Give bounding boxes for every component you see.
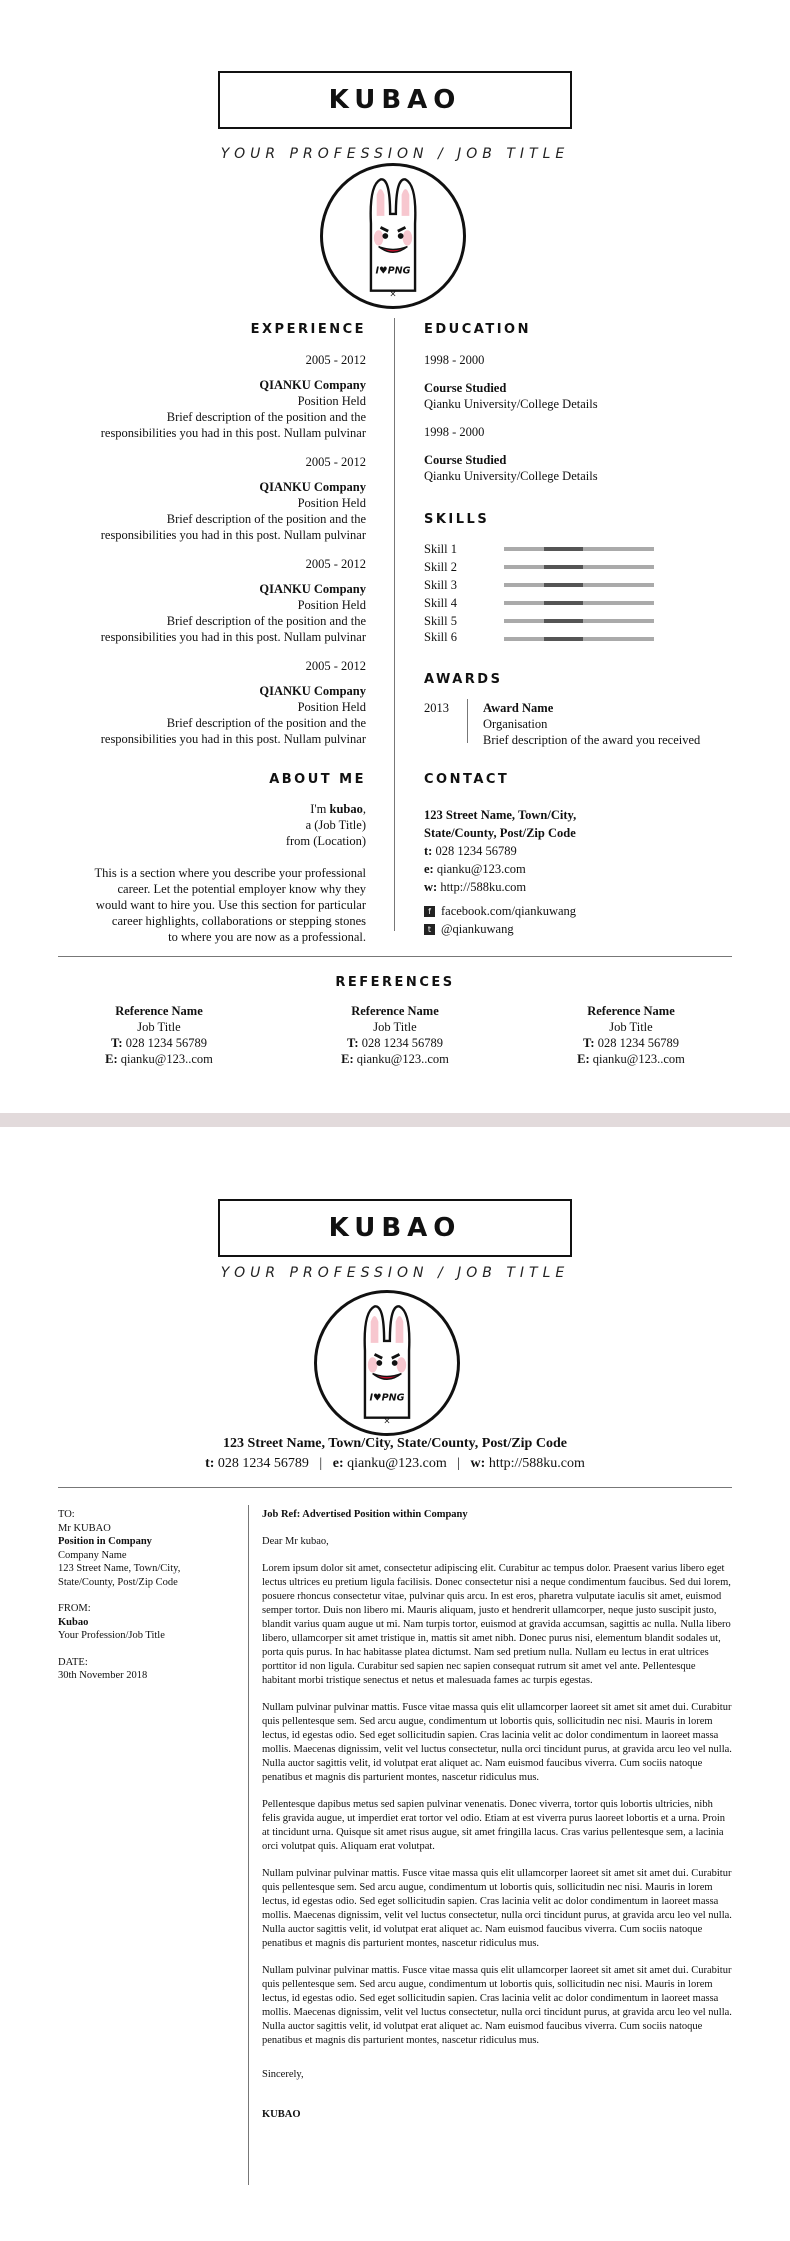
experience-desc: responsibilities you had in this post. Nullam pulvinar bbox=[100, 426, 366, 440]
education-years: 1998 - 2000 bbox=[424, 425, 485, 439]
experience-years: 2005 - 2012 bbox=[305, 455, 366, 469]
avatar-caption: I♥PNG bbox=[375, 265, 411, 277]
experience-position: Position Held bbox=[297, 394, 366, 408]
experience-desc: responsibilities you had in this post. Nullam pulvinar bbox=[100, 630, 366, 644]
letter-job-title: YOUR PROFESSION / JOB TITLE bbox=[220, 1265, 570, 1281]
skill-row bbox=[424, 630, 654, 644]
reference-phone: 028 1234 56789 bbox=[597, 1036, 679, 1050]
about-line: to where you are now as a professional. bbox=[168, 930, 366, 944]
letter-paragraph: Pellentesque dapibus metus sed sapien pulvinar venenatis. Donec viverra, tortor quis lobortis ultricies, nibh felis gravida augue, ut imperdiet erat tortor vel odio. Etiam at est viverra purus laoreet lobortis et a urna. Proin at tincidunt urna. Quisque sit amet risus augue, sit amet fringilla lacus. Cras varius pellentesque sem, a lacinia orci volutpat quis. Aliquam erat volutpat. bbox=[262, 1799, 726, 1852]
salutation: Dear Mr kubao, bbox=[262, 1536, 329, 1547]
contact-address: State/County, Post/Zip Code bbox=[424, 826, 576, 840]
reference-title: Job Title bbox=[373, 1020, 417, 1034]
experience-company: QIANKU Company bbox=[259, 378, 366, 392]
letter-web-label: w: bbox=[470, 1456, 486, 1471]
education-course: Course Studied bbox=[424, 453, 507, 467]
to-address: 123 Street Name, Town/City, bbox=[58, 1563, 181, 1574]
reference-email[interactable]: qianku@123..com bbox=[356, 1052, 449, 1066]
bunny-avatar-icon bbox=[323, 166, 463, 306]
svg-text:×: × bbox=[389, 289, 397, 300]
contact-phone: 028 1234 56789 bbox=[435, 844, 517, 858]
letter-email-label: e: bbox=[332, 1456, 344, 1471]
experience-desc: Brief description of the position and the bbox=[166, 410, 366, 424]
references-divider bbox=[58, 956, 732, 957]
letter-name-box bbox=[218, 1199, 572, 1257]
education-details: Qianku University/College Details bbox=[424, 469, 598, 483]
experience-years: 2005 - 2012 bbox=[305, 557, 366, 571]
experience-position: Position Held bbox=[297, 496, 366, 510]
letter-body bbox=[262, 1508, 732, 2135]
about-from-line: from (Location) bbox=[285, 834, 366, 848]
reference-phone-label: T: bbox=[111, 1036, 123, 1050]
skill-row bbox=[424, 594, 654, 612]
contact-block bbox=[424, 806, 754, 938]
resume-page bbox=[0, 0, 790, 1113]
award-details bbox=[483, 700, 763, 748]
experience-item bbox=[40, 658, 366, 747]
resume-job-title: YOUR PROFESSION / JOB TITLE bbox=[220, 146, 570, 162]
skill-row bbox=[424, 576, 654, 594]
contact-address: 123 Street Name, Town/City, bbox=[424, 808, 577, 822]
contact-email[interactable]: qianku@123.com bbox=[436, 862, 526, 876]
skill-bar bbox=[504, 583, 654, 587]
from-label: FROM: bbox=[58, 1603, 91, 1614]
to-name: Mr KUBAO bbox=[58, 1522, 111, 1534]
skill-bar bbox=[504, 565, 654, 569]
resume-name-box bbox=[218, 71, 572, 129]
awards-heading: AWARDS bbox=[424, 672, 503, 687]
about-intro: I'm kubao, a (Job Title) from (Location) bbox=[40, 801, 366, 849]
skill-label: Skill 5 bbox=[424, 613, 457, 628]
award-desc: Brief description of the award you received bbox=[483, 733, 701, 747]
separator: | bbox=[457, 1456, 461, 1471]
award-org: Organisation bbox=[483, 717, 548, 731]
reference-item bbox=[285, 1003, 505, 1067]
skill-label: Skill 3 bbox=[424, 577, 457, 592]
reference-phone: 028 1234 56789 bbox=[361, 1036, 443, 1050]
letter-paragraph: Nullam pulvinar pulvinar mattis. Fusce vitae massa quis elit ullamcorper laoreet sit amet sit amet dui. Curabitur quis pellentesque sem. Sed arcu augue, condimentum ut lobortis quis, sollicitudin nec nisi. Mauris in lorem lectus, id egestas odio. Sed eget sollicitudin sapien. Cras lacinia velit ac dolor condimentum in laoreet massa mollis. Maecenas dignissim, velit vel luctus consectetur, nulla orci tincidunt purus, at gravida arcu leo vel nulla. Nulla auctor sagittis velit, id volutpat erat aliquet ac. Nam euismod faucibus viverra. Cum sociis natoque penatibus et magnis dis parturient montes, nascetur ridiculus mus. bbox=[262, 1868, 732, 1949]
twitter-link[interactable]: @qiankuwang bbox=[441, 922, 514, 936]
letter-web[interactable]: http://588ku.com bbox=[488, 1456, 585, 1471]
job-reference: Job Ref: Advertised Position within Company bbox=[262, 1509, 468, 1520]
references-heading: REFERENCES bbox=[335, 975, 455, 990]
contact-web[interactable]: http://588ku.com bbox=[440, 880, 527, 894]
reference-title: Job Title bbox=[137, 1020, 181, 1034]
skill-label: Skill 1 bbox=[424, 541, 457, 556]
letter-phone-label: t: bbox=[205, 1456, 215, 1471]
reference-name: Reference Name bbox=[587, 1004, 675, 1018]
contact-web-label: w: bbox=[424, 880, 438, 894]
contact-heading: CONTACT bbox=[424, 772, 510, 787]
skill-bar-fill bbox=[544, 619, 583, 623]
skill-bar-fill bbox=[544, 547, 583, 551]
reference-phone-label: T: bbox=[347, 1036, 359, 1050]
letter-name: KUBAO bbox=[328, 1213, 462, 1243]
from-name: Kubao bbox=[58, 1616, 89, 1628]
skill-bar bbox=[504, 547, 654, 551]
reference-email-label: E: bbox=[341, 1052, 354, 1066]
reference-name: Reference Name bbox=[115, 1004, 203, 1018]
to-label: TO: bbox=[58, 1509, 75, 1520]
reference-phone: 028 1234 56789 bbox=[125, 1036, 207, 1050]
resume-avatar bbox=[320, 163, 466, 309]
education-course: Course Studied bbox=[424, 381, 507, 395]
reference-item bbox=[521, 1003, 741, 1067]
experience-position: Position Held bbox=[297, 598, 366, 612]
letter-paragraph: Nullam pulvinar pulvinar mattis. Fusce vitae massa quis elit ullamcorper laoreet sit amet sit amet dui. Curabitur quis pellentesque sem. Sed arcu augue, condimentum ut lobortis quis, sollicitudin nec nisi. Mauris in lorem lectus, id egestas odio. Sed eget sollicitudin sapien. Cras lacinia velit ac dolor condimentum in laoreet massa mollis. Maecenas dignissim, velit vel luctus consectetur, nulla orci tincidunt purus, at gravida arcu leo vel nulla. Nulla auctor sagittis velit, id volutpat erat aliquet ac. Nam euismod faucibus viverra. Cum sociis natoque penatibus et magnis dis parturient montes, nascetur ridiculus mus. bbox=[262, 1702, 732, 1783]
letter-contact-line bbox=[0, 1456, 790, 1472]
skill-bar-fill bbox=[544, 637, 583, 641]
resume-name: KUBAO bbox=[328, 85, 462, 115]
reference-email[interactable]: qianku@123..com bbox=[120, 1052, 213, 1066]
letter-column-divider bbox=[248, 1505, 249, 2185]
reference-email[interactable]: qianku@123..com bbox=[592, 1052, 685, 1066]
contact-twitter[interactable] bbox=[424, 920, 754, 938]
experience-company: QIANKU Company bbox=[259, 480, 366, 494]
closing: Sincerely, bbox=[262, 2069, 304, 2080]
reference-phone-label: T: bbox=[583, 1036, 595, 1050]
about-line: career. Let the potential employer know why they bbox=[117, 882, 366, 896]
bunny-avatar-icon bbox=[317, 1293, 457, 1433]
experience-desc: Brief description of the position and the bbox=[166, 512, 366, 526]
experience-years: 2005 - 2012 bbox=[305, 353, 366, 367]
experience-item bbox=[40, 454, 366, 543]
skill-label: Skill 2 bbox=[424, 559, 457, 574]
experience-item bbox=[40, 352, 366, 441]
resume-column-divider bbox=[394, 318, 395, 931]
education-heading: EDUCATION bbox=[424, 322, 531, 337]
signature: KUBAO bbox=[262, 2109, 301, 2120]
education-item bbox=[424, 424, 754, 484]
separator: | bbox=[319, 1456, 323, 1471]
letter-recipient-block bbox=[58, 1508, 238, 1683]
about-title-line: a (Job Title) bbox=[305, 818, 366, 832]
award-divider bbox=[467, 699, 468, 743]
twitter-icon: t bbox=[424, 924, 435, 935]
to-company: Company Name bbox=[58, 1549, 127, 1561]
about-line: would want to hire you. Use this section for particular bbox=[95, 898, 366, 912]
skill-row bbox=[424, 558, 654, 576]
cover-letter-page bbox=[0, 1127, 790, 2241]
experience-years: 2005 - 2012 bbox=[305, 659, 366, 673]
skill-row bbox=[424, 612, 654, 630]
letter-phone: 028 1234 56789 bbox=[217, 1456, 309, 1471]
experience-desc: responsibilities you had in this post. Nullam pulvinar bbox=[100, 528, 366, 542]
reference-item bbox=[49, 1003, 269, 1067]
experience-position: Position Held bbox=[297, 700, 366, 714]
experience-company: QIANKU Company bbox=[259, 684, 366, 698]
to-position: Position in Company bbox=[58, 1536, 152, 1547]
svg-text:×: × bbox=[383, 1416, 391, 1427]
about-line: career highlights, collaborations or stepping stones bbox=[111, 914, 366, 928]
letter-avatar bbox=[314, 1290, 460, 1436]
experience-company: QIANKU Company bbox=[259, 582, 366, 596]
letter-paragraph: Lorem ipsum dolor sit amet, consectetur adipiscing elit. Curabitur ac tempus dolor. Praesent varius libero eget lectus ultrices eu pretium ligula facilisis. Donec consectetur nisi a neque condimentum faucibus. Sed dui lorem, posuere rhoncus consectetur vitae, pulvinar quis arcu. In est eros, pharetra vulputate iaculis sit amet, euismod semper tortor. Duis non libero mi. Mauris aliquam, justo et hendrerit ullamcorper, neque justo suscipit justo, blandit varius quam augue ut mi. Nam turpis tortor, euismod at gravida accumsan, sagittis ac nulla. Nulla libero libero, ullamcorper sit amet tristique in, mattis sit amet nibh. Donec purus nisi, elementum blandit sodales ut, porta quis purus. In hac habitasse platea dictumst. Nam sed pretium nulla. Nullam eu lectus in erat ultrices porttitor id non ligula. Curabitur sed sapien nec sapien consequat rutrum sit amet vel ante. Pellentesque habitant morbi tristique senectus et netus et malesuada fames ac turpis egestas. bbox=[262, 1563, 731, 1686]
skill-label: Skill 6 bbox=[424, 630, 457, 644]
skill-bar bbox=[504, 619, 654, 623]
facebook-icon: f bbox=[424, 906, 435, 917]
letter-date: 30th November 2018 bbox=[58, 1670, 148, 1681]
letter-header-divider bbox=[58, 1487, 732, 1488]
date-label: DATE: bbox=[58, 1656, 88, 1668]
skill-label: Skill 4 bbox=[424, 595, 457, 610]
reference-email-label: E: bbox=[105, 1052, 118, 1066]
reference-title: Job Title bbox=[609, 1020, 653, 1034]
about-name: kubao bbox=[329, 802, 363, 816]
skill-bar bbox=[504, 601, 654, 605]
facebook-link[interactable]: facebook.com/qiankuwang bbox=[441, 904, 577, 918]
experience-desc: Brief description of the position and the bbox=[166, 716, 366, 730]
skill-bar bbox=[504, 637, 654, 641]
experience-heading: EXPERIENCE bbox=[250, 322, 366, 337]
skills-heading: SKILLS bbox=[424, 512, 490, 527]
skill-bar-fill bbox=[544, 583, 583, 587]
skill-bar-fill bbox=[544, 565, 583, 569]
reference-name: Reference Name bbox=[351, 1004, 439, 1018]
education-years: 1998 - 2000 bbox=[424, 353, 485, 367]
award-year: 2013 bbox=[424, 701, 449, 715]
letter-paragraph: Nullam pulvinar pulvinar mattis. Fusce vitae massa quis elit ullamcorper laoreet sit amet sit amet dui. Curabitur quis pellentesque sem. Sed arcu augue, condimentum ut lobortis quis, sollicitudin nec nisi. Mauris in lorem lectus, id egestas odio. Sed eget sollicitudin sapien. Cras lacinia velit ac dolor condimentum in laoreet massa mollis. Maecenas dignissim, velit vel luctus consectetur, nulla orci tincidunt purus, at gravida arcu leo vel nulla. Nulla auctor sagittis velit, id volutpat erat aliquet ac. Nam euismod faucibus viverra. Cum sociis natoque penatibus et magnis dis parturient montes, nascetur ridiculus mus. bbox=[262, 1965, 732, 2046]
contact-phone-label: t: bbox=[424, 844, 433, 858]
letter-email[interactable]: qianku@123.com bbox=[347, 1456, 447, 1471]
about-line: This is a section where you describe your professional bbox=[94, 866, 366, 880]
about-heading: ABOUT ME bbox=[269, 772, 366, 787]
experience-desc: Brief description of the position and the bbox=[166, 614, 366, 628]
reference-email-label: E: bbox=[577, 1052, 590, 1066]
from-title: Your Profession/Job Title bbox=[58, 1630, 165, 1641]
to-address: State/County, Post/Zip Code bbox=[58, 1576, 178, 1588]
contact-email-label: e: bbox=[424, 862, 434, 876]
experience-item bbox=[40, 556, 366, 645]
award-name: Award Name bbox=[483, 701, 554, 715]
contact-facebook[interactable] bbox=[424, 902, 754, 920]
about-im: I'm bbox=[310, 802, 327, 816]
page-separator bbox=[0, 1113, 790, 1127]
education-details: Qianku University/College Details bbox=[424, 397, 598, 411]
about-paragraph bbox=[40, 865, 366, 945]
skill-row bbox=[424, 540, 654, 558]
skill-bar-fill bbox=[544, 601, 583, 605]
experience-desc: responsibilities you had in this post. Nullam pulvinar bbox=[100, 732, 366, 746]
education-item bbox=[424, 352, 754, 412]
avatar-caption: I♥PNG bbox=[369, 1392, 405, 1404]
letter-address: 123 Street Name, Town/City, State/County, Post/Zip Code bbox=[223, 1436, 567, 1451]
